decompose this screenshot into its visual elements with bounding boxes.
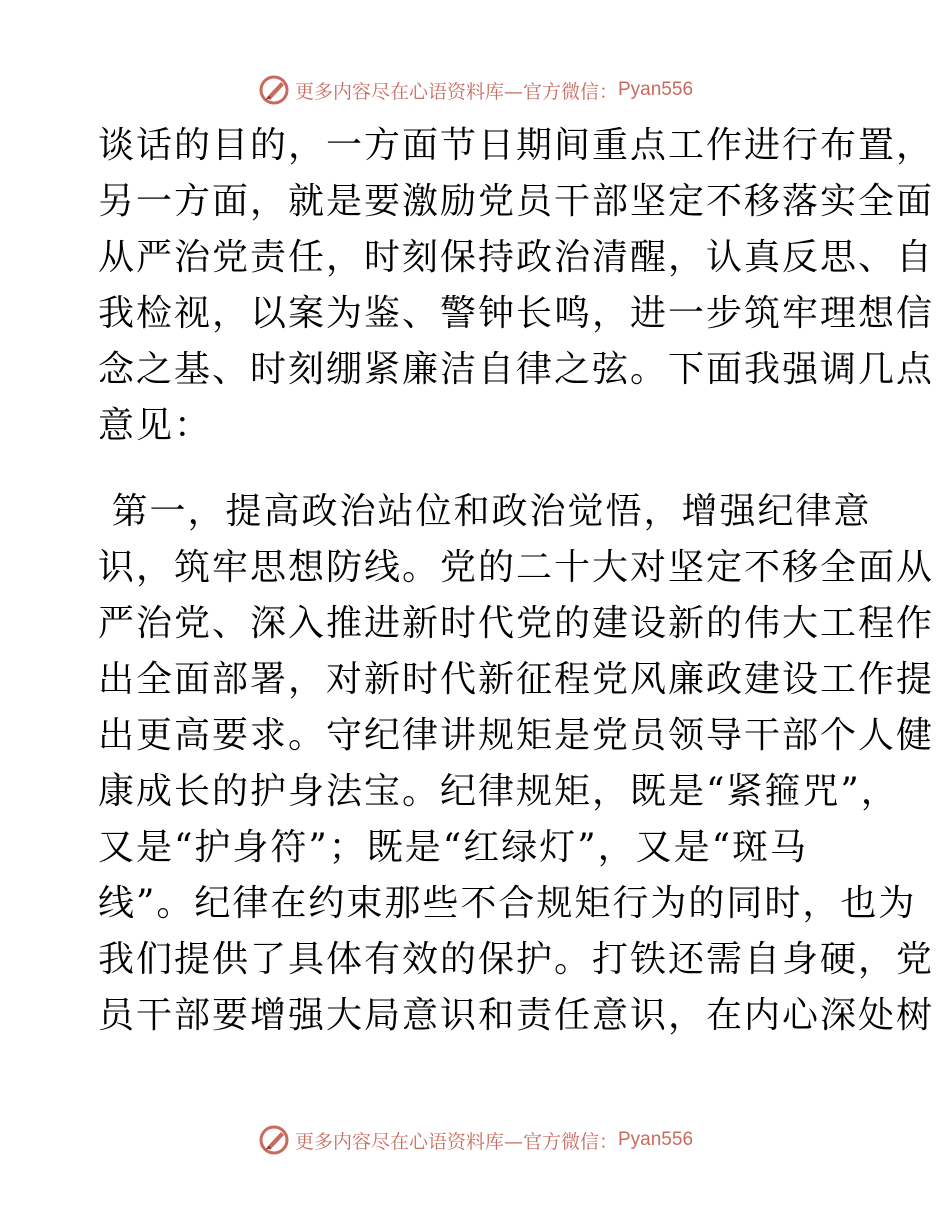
text-line: 从严治党责任，时刻保持政治清醒，认真反思、自 <box>98 237 935 278</box>
watermark-id: Pyan556 <box>618 79 694 100</box>
text-line: 线”。纪律在约束那些不合规矩行为的同时，也为 <box>98 883 917 924</box>
text-line: 念之基、时刻绷紧廉洁自律之弦。下面我强调几点 <box>98 349 935 390</box>
text-line: 康成长的护身法宝。纪律规矩，既是“紧箍咒”， <box>98 771 899 812</box>
text-line: 另一方面，就是要激励党员干部坚定不移落实全面 <box>98 181 935 222</box>
pen-circle-logo-icon <box>257 1123 291 1157</box>
watermark-header <box>0 70 950 110</box>
watermark-id: Pyan556 <box>618 1129 694 1150</box>
text-line: 第一，提高政治站位和政治觉悟，增强纪律意 <box>98 491 872 532</box>
text-line: 出全面部署，对新时代新征程党风廉政建设工作提 <box>98 659 935 700</box>
paragraph-2 <box>98 484 935 1044</box>
text-line: 识，筑牢思想防线。党的二十大对坚定不移全面从 <box>98 547 935 588</box>
text-line: 员干部要增强大局意识和责任意识，在内心深处树 <box>98 995 935 1036</box>
watermark-footer <box>0 1120 950 1160</box>
text-line: 又是“护身符”；既是“红绿灯”，又是“斑马 <box>98 827 809 868</box>
text-line: 我们提供了具体有效的保护。打铁还需自身硬，党 <box>98 939 935 980</box>
text-line: 谈话的目的，一方面节日期间重点工作进行布置， <box>98 125 935 166</box>
text-line: 严治党、深入推进新时代党的建设新的伟大工程作 <box>98 603 935 644</box>
watermark-text: 更多内容尽在心语资料库—官方微信： <box>294 80 618 103</box>
paragraph-1 <box>98 118 935 454</box>
watermark-text: 更多内容尽在心语资料库—官方微信： <box>294 1130 618 1153</box>
text-line: 出更高要求。守纪律讲规矩是党员领导干部个人健 <box>98 715 935 756</box>
text-line: 意见： <box>98 405 213 446</box>
text-line: 我检视，以案为鉴、警钟长鸣，进一步筑牢理想信 <box>98 293 935 334</box>
pen-circle-logo-icon <box>257 73 291 107</box>
